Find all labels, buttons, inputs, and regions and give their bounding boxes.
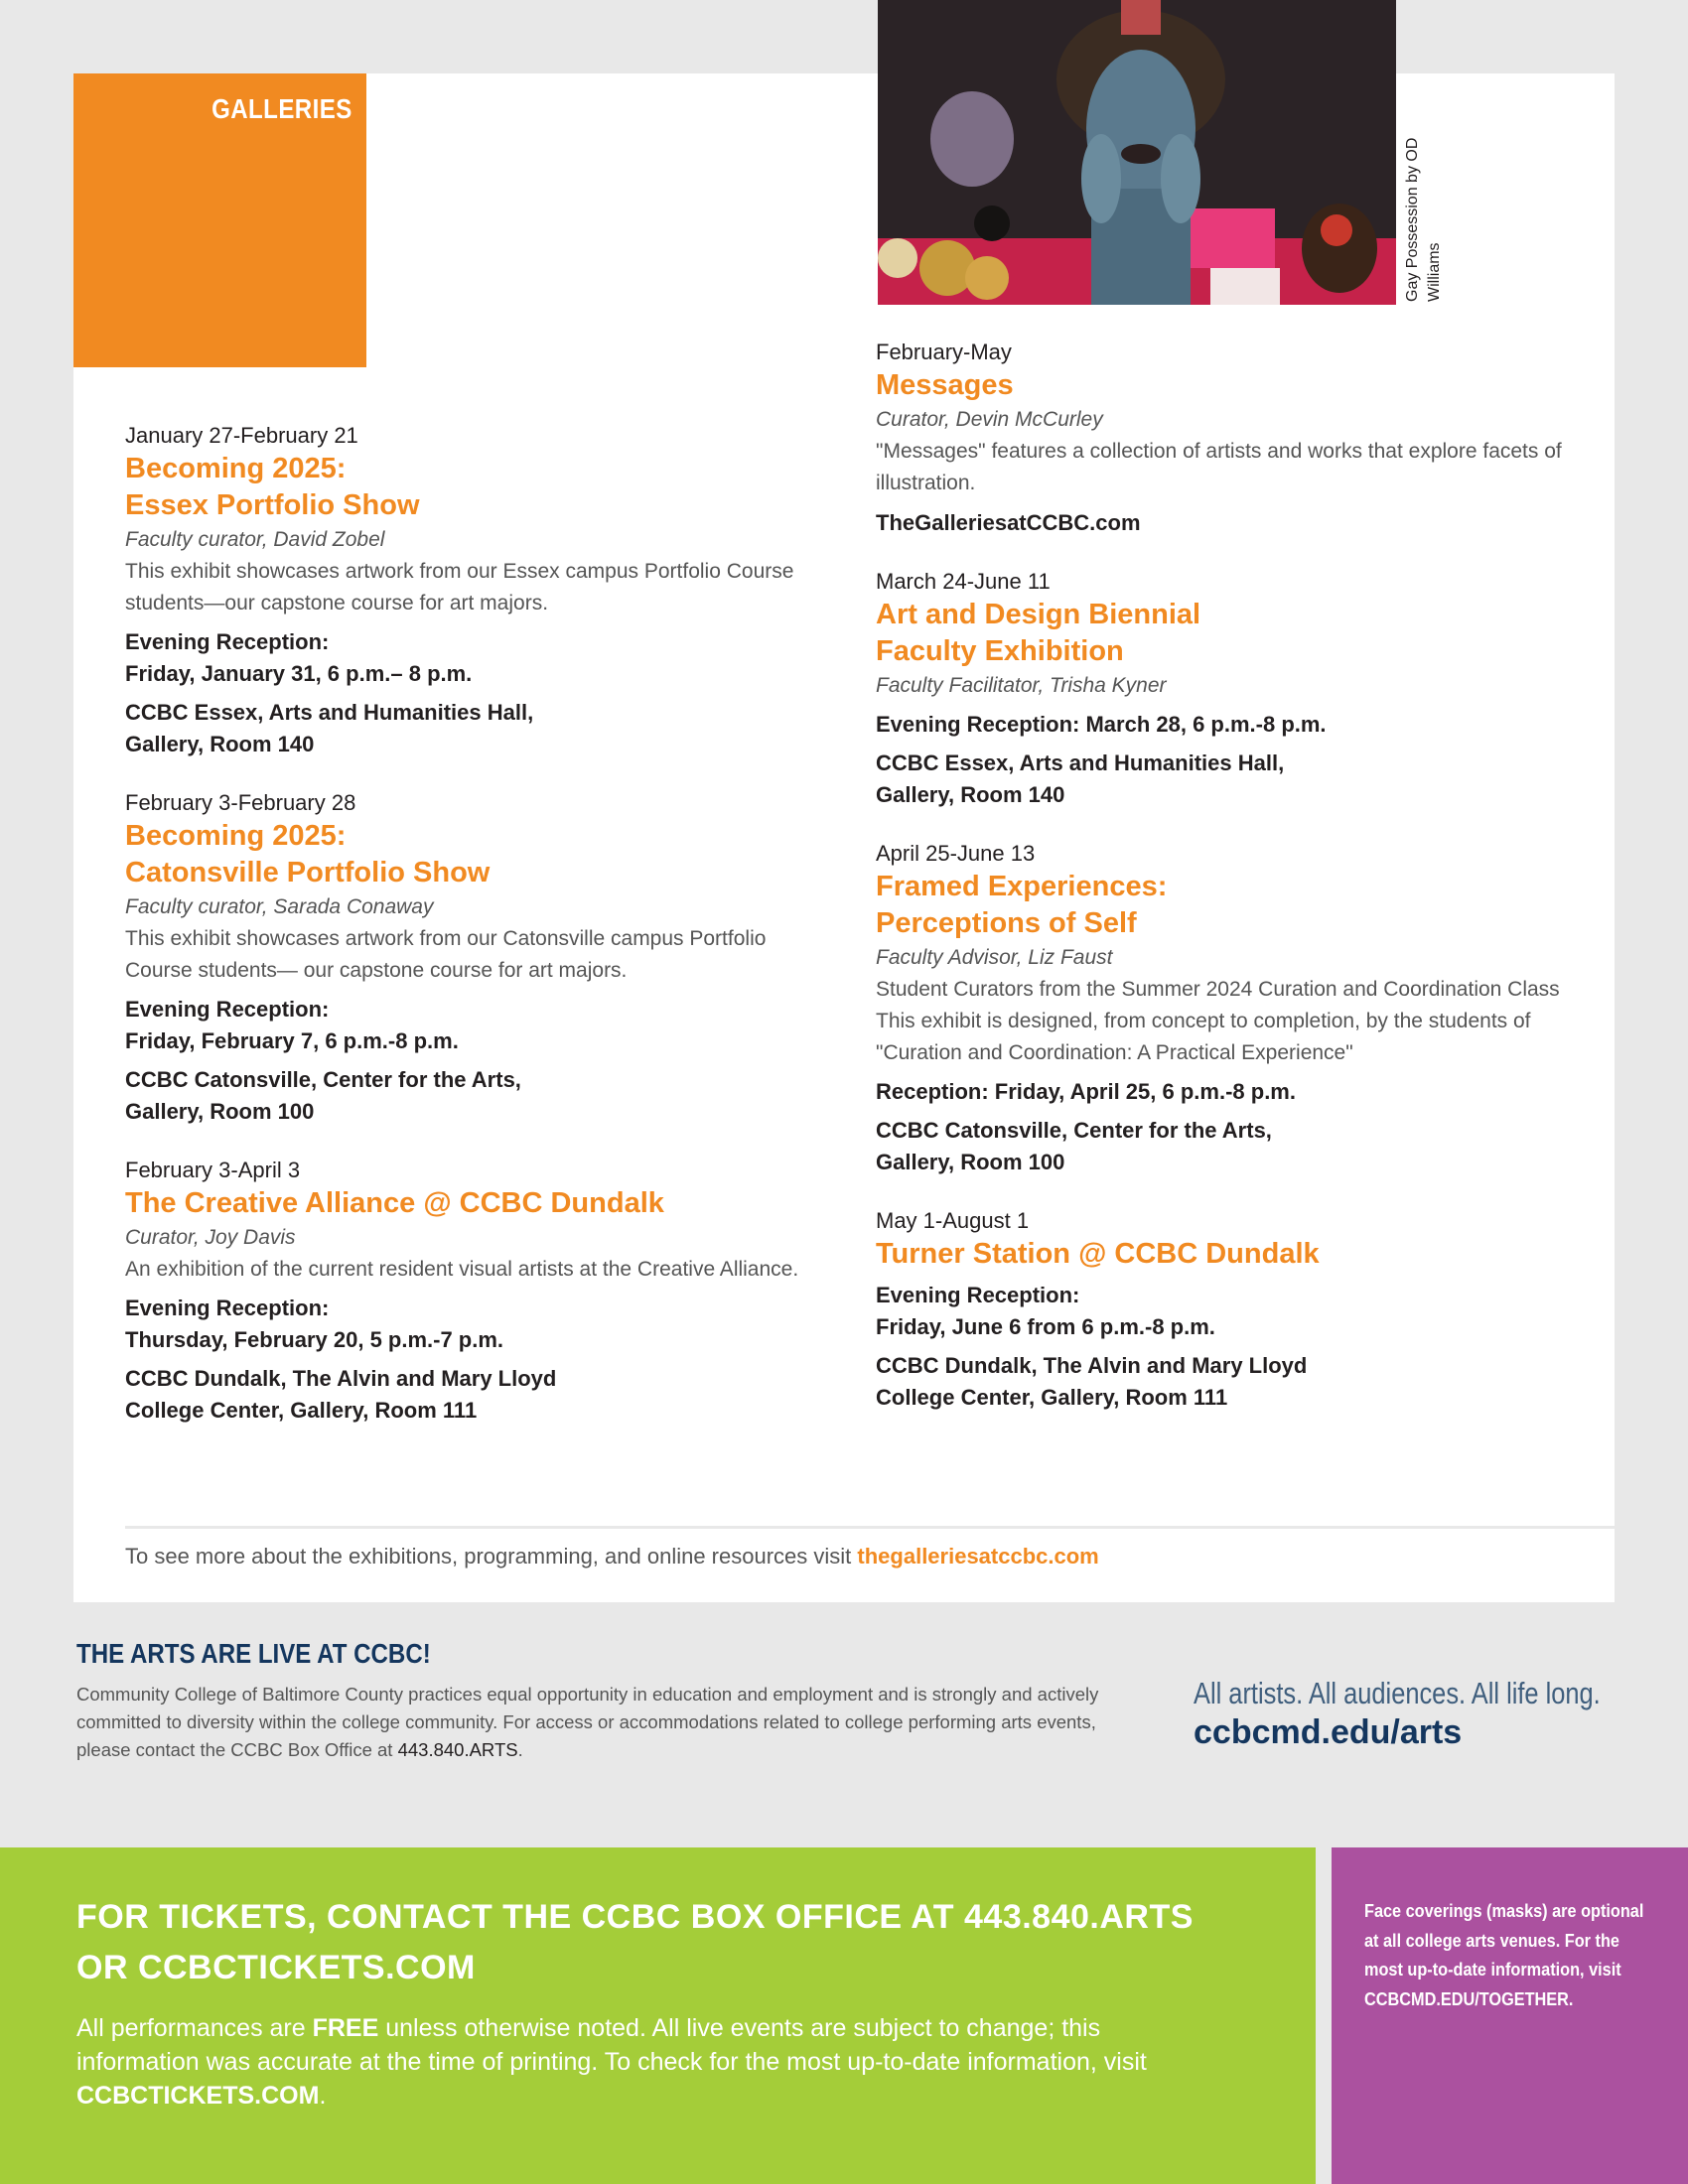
arts-statement-text: Community College of Baltimore County practices equal opportunity in education and employment and is strongly and actively committed to diversity within the college community. For access or accommodations related to college performing arts events, please contact the CCBC Box Office at (76, 1684, 1099, 1760)
exhibit-reception (125, 626, 820, 690)
exhibit-location (125, 697, 820, 760)
exhibit-description: Student Curators from the Summer 2024 Curation and Coordination Class (876, 978, 1560, 1001)
exhibit-location (876, 1350, 1571, 1414)
tickets-link[interactable]: CCBCTICKETS.COM (76, 2082, 320, 2110)
exhibit-location (876, 1115, 1571, 1178)
exhibit-date: February 3-February 28 (125, 790, 356, 815)
exhibit-faculty-biennial (876, 567, 1571, 811)
exhibit-description: "Messages" features a collection of artists and works that explore facets of illustration. (876, 440, 1562, 494)
exhibit-curator: Faculty curator, Sarada Conaway (125, 895, 434, 918)
exhibit-curator: Curator, Devin McCurley (876, 408, 1103, 431)
exhibit-date: February 3-April 3 (125, 1158, 301, 1182)
exhibit-creative-alliance (125, 1156, 820, 1427)
location-line: CCBC Essex, Arts and Humanities Hall, (125, 700, 534, 725)
tagline: All artists. All audiences. All life long. (1194, 1676, 1601, 1710)
location-line: Gallery, Room 100 (876, 1150, 1065, 1174)
exhibit-description: This exhibit showcases artwork from our Catonsville campus Portfolio Course students— our capstone course for art majors. (125, 927, 767, 982)
exhibit-messages (876, 338, 1571, 539)
reception-label: Evening Reception: (876, 1283, 1080, 1307)
divider (125, 1526, 1615, 1529)
masks-note: Face coverings (masks) are optional at all college arts venues. For the most up-to-date information, visit CCBCMD.EDU/TOGETHER. (1364, 1900, 1644, 2009)
exhibit-description: This exhibit is designed, from concept to completion, by the students of "Curation and Coordination: A Practical Experience" (876, 1010, 1531, 1064)
tickets-body-end: . (319, 2082, 327, 2110)
box-office-phone[interactable]: 443.840.ARTS (397, 1739, 518, 1760)
exhibit-title: Messages (876, 369, 1014, 401)
right-column (876, 338, 1571, 1441)
tickets-body (76, 2011, 1218, 2113)
arts-url-link[interactable]: ccbcmd.edu/arts (1194, 1713, 1463, 1751)
exhibit-date: April 25-June 13 (876, 841, 1036, 866)
exhibit-turner-station (876, 1206, 1571, 1414)
sculpture-image (878, 0, 1396, 305)
location-line: CCBC Dundalk, The Alvin and Mary Lloyd (125, 1366, 557, 1391)
exhibit-title: Framed Experiences: (876, 871, 1168, 902)
exhibit-title: Becoming 2025: (125, 453, 347, 484)
exhibit-title: Essex Portfolio Show (125, 489, 420, 521)
location-line: Gallery, Room 140 (876, 782, 1065, 807)
exhibit-location (125, 1064, 820, 1128)
exhibit-date: February-May (876, 340, 1012, 364)
photo-credit: Gay Possession by OD Williams (1404, 137, 1443, 302)
left-column (125, 421, 820, 1454)
reception-time: Thursday, February 20, 5 p.m.-7 p.m. (125, 1327, 504, 1352)
location-line: Gallery, Room 140 (125, 732, 315, 756)
exhibit-curator: Curator, Joy Davis (125, 1226, 296, 1249)
exhibit-title: Faculty Exhibition (876, 635, 1124, 667)
period: . (517, 1739, 523, 1760)
galleries-link[interactable]: thegalleriesatccbc.com (857, 1544, 1099, 1569)
arts-statement (76, 1681, 1119, 1764)
reception-label: Evening Reception: (125, 629, 330, 654)
exhibit-title: Art and Design Biennial (876, 599, 1201, 630)
free-label: FREE (312, 2014, 379, 2042)
reception-label: Evening Reception: (125, 997, 330, 1022)
exhibit-reception (876, 709, 1571, 741)
location-line: Gallery, Room 100 (125, 1099, 315, 1124)
reception-time: Reception: Friday, April 25, 6 p.m.-8 p.m. (876, 1079, 1296, 1104)
exhibit-reception (125, 1293, 820, 1356)
exhibit-catonsville-portfolio (125, 788, 820, 1128)
exhibit-location (125, 1363, 820, 1427)
exhibit-essex-portfolio (125, 421, 820, 760)
reception-time: Friday, February 7, 6 p.m.-8 p.m. (125, 1028, 459, 1053)
reception-label: Evening Reception: (125, 1296, 330, 1320)
exhibit-curator: Faculty Advisor, Liz Faust (876, 946, 1113, 969)
tickets-body-text: All performances are (76, 2014, 306, 2042)
exhibit-title: Becoming 2025: (125, 820, 347, 852)
reception-time: Friday, January 31, 6 p.m.– 8 p.m. (125, 661, 473, 686)
exhibit-reception (876, 1076, 1571, 1108)
reception-time: Friday, June 6 from 6 p.m.-8 p.m. (876, 1314, 1215, 1339)
exhibit-description: An exhibition of the current resident visual artists at the Creative Alliance. (125, 1258, 799, 1281)
exhibit-title: Perceptions of Self (876, 907, 1137, 939)
exhibit-location (876, 748, 1571, 811)
exhibit-title: The Creative Alliance @ CCBC Dundalk (125, 1187, 664, 1219)
tickets-heading-line: OR CCBCTICKETS.COM (76, 1949, 476, 1986)
section-label: GALLERIES (211, 93, 352, 124)
exhibit-reception (125, 994, 820, 1057)
galleries-footer (125, 1541, 1099, 1572)
location-line: CCBC Catonsville, Center for the Arts, (876, 1118, 1272, 1143)
exhibit-framed-experiences (876, 839, 1571, 1178)
exhibit-title: Turner Station @ CCBC Dundalk (876, 1238, 1320, 1270)
exhibit-date: May 1-August 1 (876, 1208, 1030, 1233)
galleries-badge (73, 73, 366, 367)
exhibit-date: March 24-June 11 (876, 569, 1051, 594)
reception-time: Evening Reception: March 28, 6 p.m.-8 p.m. (876, 712, 1327, 737)
location-line: CCBC Catonsville, Center for the Arts, (125, 1067, 521, 1092)
arts-heading: THE ARTS ARE LIVE AT CCBC! (76, 1638, 431, 1669)
location-line: CCBC Essex, Arts and Humanities Hall, (876, 751, 1285, 775)
exhibit-title: Catonsville Portfolio Show (125, 857, 491, 888)
galleries-url-link[interactable]: TheGalleriesatCCBC.com (876, 510, 1141, 535)
footer-text: To see more about the exhibitions, programming, and online resources visit (125, 1544, 852, 1569)
exhibit-description: This exhibit showcases artwork from our Essex campus Portfolio Course students—our capstone course for art majors. (125, 560, 794, 614)
sculpture-photo (878, 0, 1396, 305)
exhibit-curator: Faculty Facilitator, Trisha Kyner (876, 674, 1167, 697)
exhibit-date: January 27-February 21 (125, 423, 358, 448)
location-line: College Center, Gallery, Room 111 (125, 1398, 478, 1423)
location-line: College Center, Gallery, Room 111 (876, 1385, 1228, 1410)
exhibit-curator: Faculty curator, David Zobel (125, 528, 385, 551)
tickets-body-text: unless otherwise noted. All live events are subject to change; this information was accurate at the time of printing. To check for the most up-to-date information, visit (76, 2014, 1147, 2076)
tickets-heading (76, 1892, 1268, 1993)
tickets-heading-line: FOR TICKETS, CONTACT THE CCBC BOX OFFICE AT 443.840.ARTS (76, 1898, 1194, 1936)
location-line: CCBC Dundalk, The Alvin and Mary Lloyd (876, 1353, 1308, 1378)
exhibit-reception (876, 1280, 1571, 1343)
